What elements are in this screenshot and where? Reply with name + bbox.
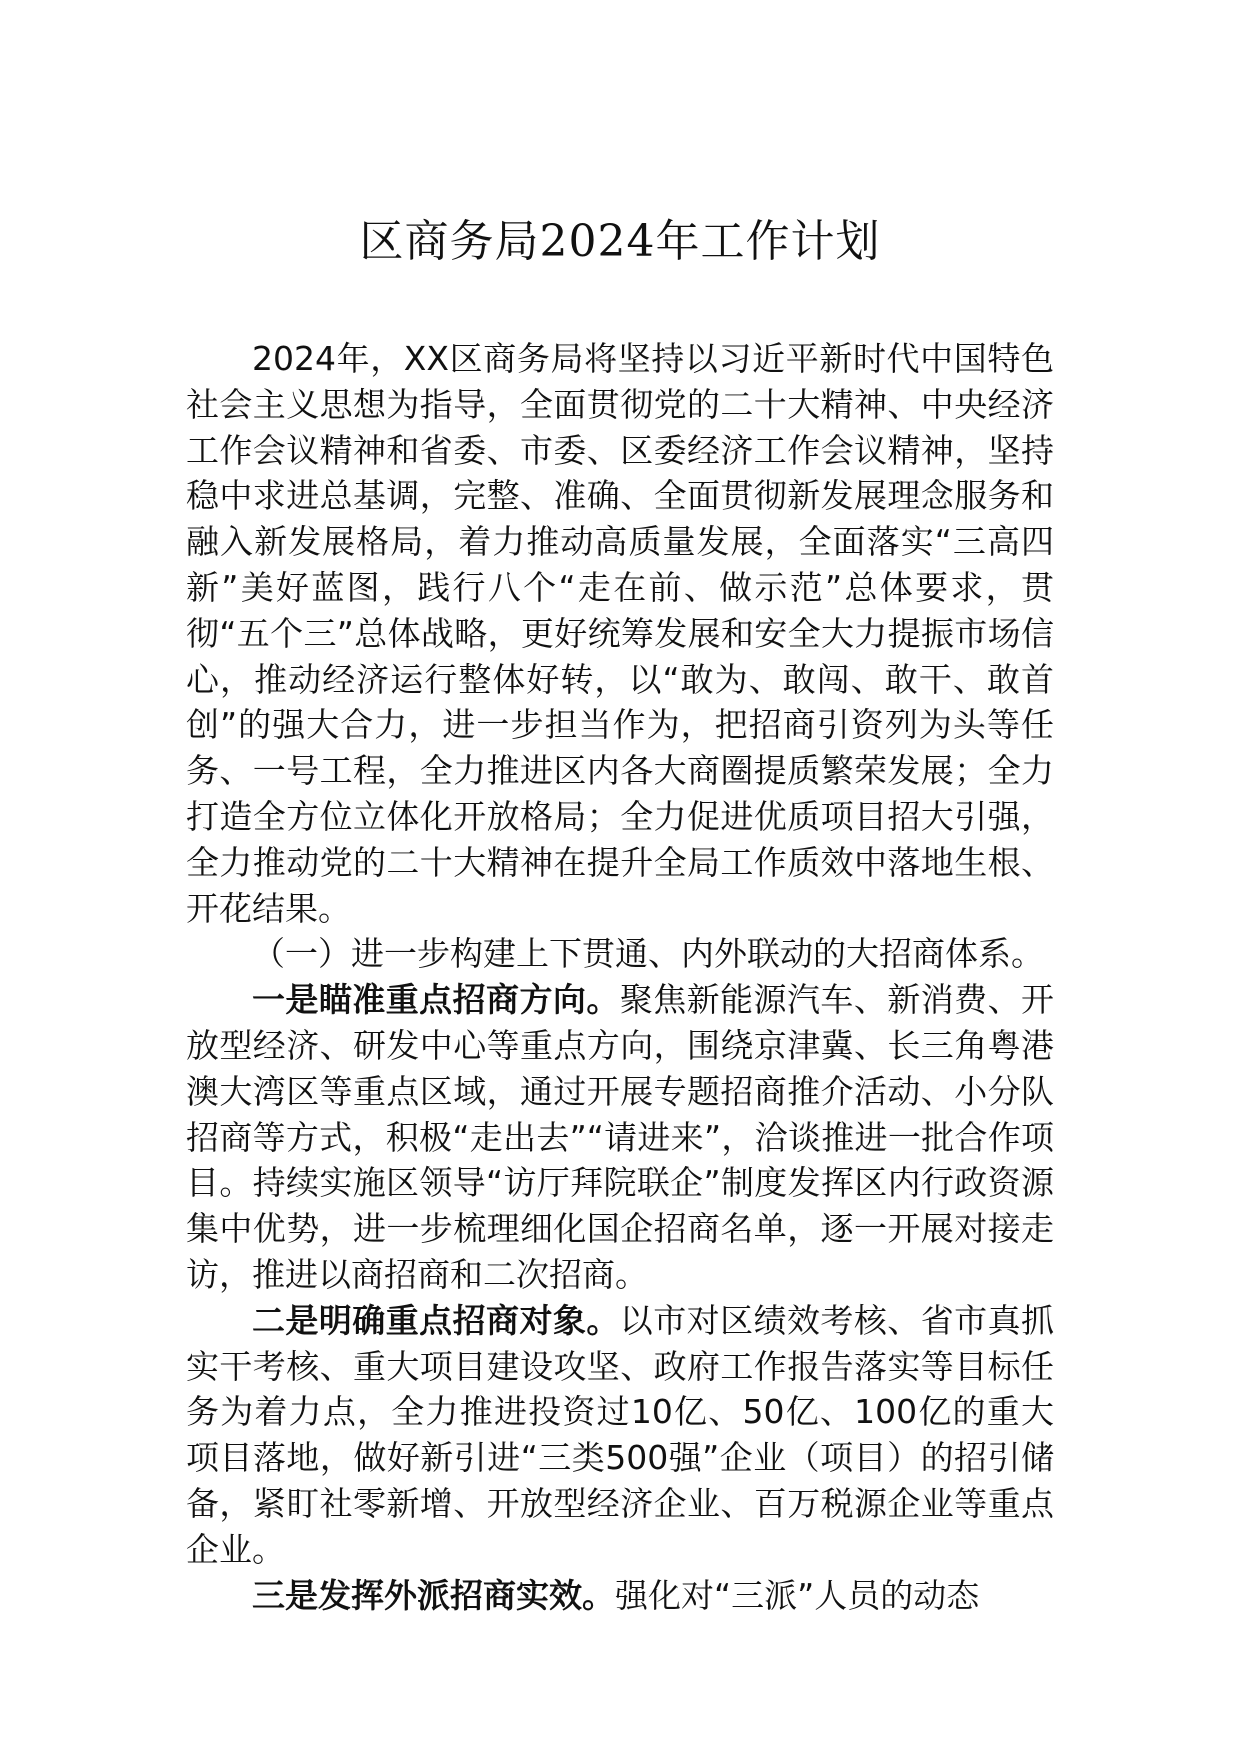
- item-lead: 二是明确重点招商对象。: [252, 1300, 620, 1340]
- intro-paragraph: 2024年，XX区商务局将坚持以习近平新时代中国特色社会主义思想为指导，全面贯彻党的二十大精神、中央经济工作会议精神和省委、市委、区委经济工作会议精神，坚持稳中求进总基调，完整、准确、全面贯彻新发展理念服务和融入新发展格局，着力推动高质量发展，全面落实“三高四新”美好蓝图，践行八个“走在前、做示范”总体要求，贯彻“五个三”总体战略，更好统筹发展和安全大力提振市场信心，推动经济运行整体好转，以“敢为、敢闯、敢干、敢首创”的强大合力，进一步担当作为，把招商引资列为头等任务、一号工程，全力推进区内各大商圈提质繁荣发展；全力打造全方位立体化开放格局；全力促进优质项目招大引强，全力推动党的二十大精神在提升全局工作质效中落地生根、开花结果。: [186, 339, 1054, 928]
- list-item: [186, 1573, 1054, 1619]
- item-body: 以市对区绩效考核、省市真抓实干考核、重大项目建设攻坚、政府工作报告落实等目标任务为着力点，全力推进投资过10亿、50亿、100亿的重大项目落地，做好新引进“三类500强”企业（项目）的招引储备，紧盯社零新增、开放型经济企业、百万税源企业等重点企业。: [186, 1300, 1055, 1569]
- list-item: [186, 1298, 1054, 1573]
- item-lead: 一是瞄准重点招商方向。: [252, 980, 620, 1020]
- item-body: 强化对“三派”人员的动态: [615, 1575, 980, 1615]
- section-heading: （一）进一步构建上下贯通、内外联动的大招商体系。: [252, 934, 1044, 974]
- list-item: [186, 977, 1054, 1298]
- item-lead: 三是发挥外派招商实效。: [252, 1575, 615, 1615]
- document-body: [186, 336, 1054, 1618]
- item-body: 聚焦新能源汽车、新消费、开放型经济、研发中心等重点方向，围绕京津冀、长三角粤港澳大湾区等重点区域，通过开展专题招商推介活动、小分队招商等方式，积极“走出去”“请进来”，洽谈推进一批合作项目。持续实施区领导“访厅拜院联企”制度发挥区内行政资源集中优势，进一步梳理细化国企招商名单，逐一开展对接走访，推进以商招商和二次招商。: [186, 980, 1055, 1294]
- document-title: 区商务局2024年工作计划: [359, 216, 881, 267]
